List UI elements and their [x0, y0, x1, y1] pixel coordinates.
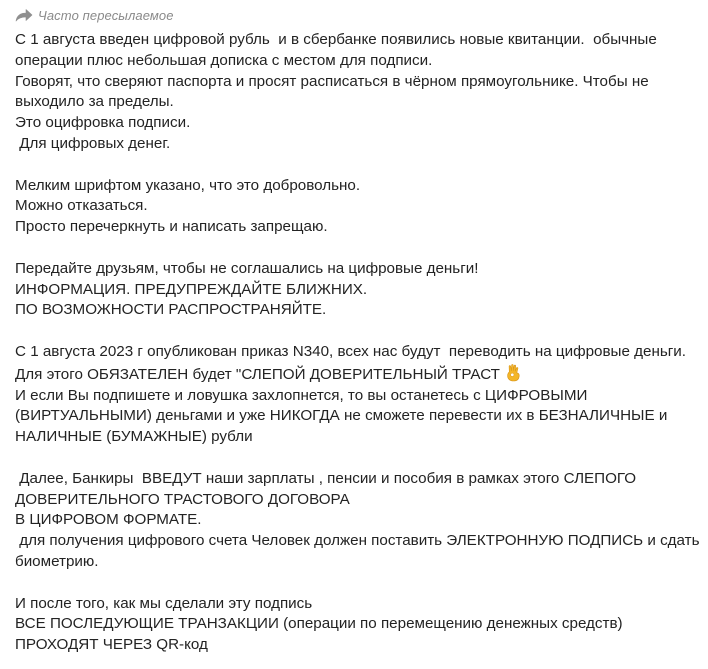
message-line: В ЦИФРОВОМ ФОРМАТЕ. [15, 511, 202, 529]
message-line: для получения цифрового счета Человек должен поставить ЭЛЕКТРОННУЮ ПОДПИСЬ и сдать [15, 532, 700, 550]
paragraph-gap [15, 573, 700, 594]
message-line: И после того, как мы сделали эту подпись [15, 594, 313, 612]
message-line: выходило за пределы. [15, 93, 174, 111]
message-line: ВСЕ ПОСЛЕДУЮЩИЕ ТРАНЗАКЦИИ (операции по перемещению денежных средств) [15, 615, 623, 633]
message-line: ДОВЕРИТЕЛЬНОГО ТРАСТОВОГО ДОГОВОРА [15, 490, 350, 508]
paragraph-gap [15, 238, 700, 259]
message-line: С 1 августа 2023 г опубликован приказ N340, всех нас будут переводить на цифровые деньги. [15, 342, 686, 360]
ok-hand-emoji-icon [505, 363, 522, 382]
message-line: операции плюс небольшая дописка с местом для подписи. [15, 51, 433, 69]
message-line: Передайте друзьям, чтобы не соглашались на цифровые деньги! [15, 259, 479, 277]
message-line: (ВИРТУАЛЬНЫМИ) деньгами и уже НИКОГДА не сможете перевести их в БЕЗНАЛИЧНЫЕ и [15, 407, 668, 425]
message-line: ПРОХОДЯТ ЧЕРЕЗ QR-код [15, 636, 208, 654]
message-line: Просто перечеркнуть и написать запрещаю. [15, 218, 328, 236]
message-line: И если Вы подпишете и ловушка захлопнется, то вы останетесь с ЦИФРОВЫМИ [15, 386, 588, 404]
message-line: Можно отказаться. [15, 197, 148, 215]
message-line: Далее, Банкиры ВВЕДУТ наши зарплаты , пенсии и пособия в рамках этого СЛЕПОГО [15, 469, 637, 487]
message-line: Для цифровых денег. [15, 134, 171, 152]
message-line: НАЛИЧНЫЕ (БУМАЖНЫЕ) рубли [15, 428, 253, 446]
message-body [15, 30, 700, 656]
paragraph-gap [15, 155, 700, 176]
message-line-with-emoji [15, 363, 700, 386]
message-line: Говорят, что сверяют паспорта и просят расписаться в чёрном прямоугольнике. Чтобы не [15, 72, 649, 90]
message-line: Это оцифровка подписи. [15, 114, 191, 132]
message-line: ИНФОРМАЦИЯ. ПРЕДУПРЕЖДАЙТЕ БЛИЖНИХ. [15, 280, 368, 298]
message-line: ПО ВОЗМОЖНОСТИ РАСПРОСТРАНЯЙТЕ. [15, 301, 327, 319]
message-line: биометрию. [15, 552, 99, 570]
forward-arrow-icon [15, 8, 33, 22]
paragraph-gap [15, 448, 700, 469]
message-line: С 1 августа введен цифровой рубль и в сбербанке появились новые квитанции. обычные [15, 31, 657, 48]
forward-header [15, 6, 700, 24]
paragraph-gap [15, 321, 700, 342]
forward-label: Часто пересылаемое [38, 7, 174, 23]
message-line: Мелким шрифтом указано, что это добровольно. [15, 176, 361, 194]
message-line-text: Для этого ОБЯЗАТЕЛЕН будет "СЛЕПОЙ ДОВЕРИТЕЛЬНЫЙ ТРАСТ [15, 365, 505, 383]
